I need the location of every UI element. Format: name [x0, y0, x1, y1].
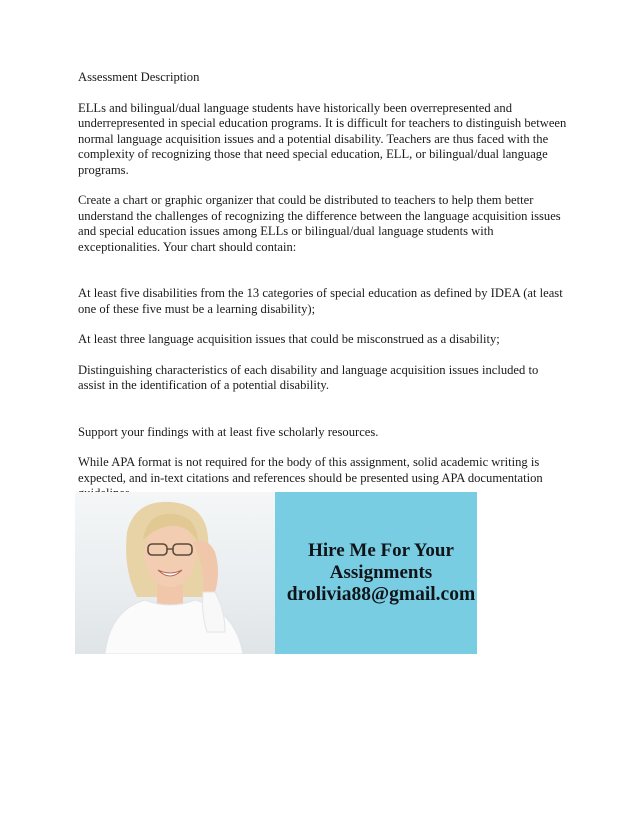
person-illustration — [75, 492, 275, 654]
requirement-item: At least five disabilities from the 13 categories of special education as defined by IDEA (at least one of these five must be a learning disability); — [78, 286, 563, 316]
requirement-item: At least three language acquisition issues that could be misconstrued as a disability; — [78, 332, 500, 346]
woman-with-glasses-photo — [75, 492, 275, 654]
promo-panel — [275, 492, 477, 654]
promo-email[interactable]: drolivia88@gmail.com — [286, 584, 476, 605]
resources-paragraph: Support your findings with at least five scholarly resources. — [78, 424, 379, 439]
requirement-item: Distinguishing characteristics of each disability and language acquisition issues included to assist in the identification of a potential disability. — [78, 362, 539, 392]
document-body — [78, 70, 568, 502]
promo-headline: Hire Me For Your — [308, 540, 454, 561]
advertisement-banner[interactable] — [75, 492, 477, 654]
instructions-paragraph: Create a chart or graphic organizer that could be distributed to teachers to help them better understand the challenges of recognizing the difference between the language acquisition issues and special education issues among ELLs or bilingual/dual language students with exceptionalities. Your chart should contain: — [78, 193, 561, 254]
document-heading: Assessment Description — [78, 70, 200, 84]
promo-subheadline: Assignments — [329, 562, 433, 583]
intro-paragraph: ELLs and bilingual/dual language students have historically been overrepresented and underrepresented in special education programs. It is difficult for teachers to distinguish between normal language acquisition issues and a potential disability. Teachers are thus faced with the complexity of recognizing those that need special education, ELL, or bilingual/dual language programs. — [78, 100, 567, 177]
apa-paragraph: While APA format is not required for the body of this assignment, solid academic writing is expected, and in-text citations and references should be presented using APA documentation — [78, 455, 543, 485]
